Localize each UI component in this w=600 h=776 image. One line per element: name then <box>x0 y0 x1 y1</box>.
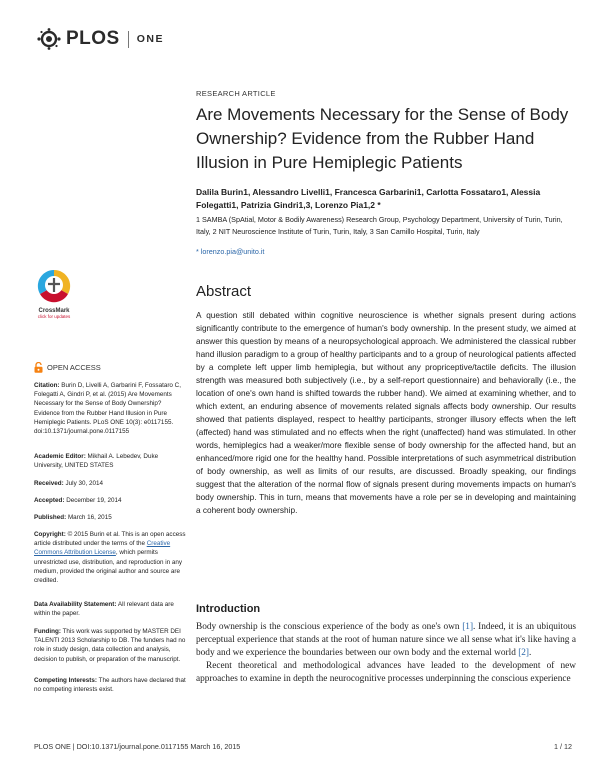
published-block <box>34 513 186 522</box>
logo-journal: ONE <box>136 33 164 45</box>
intro-text-run: Body ownership is the conscious experience of the body as one's own <box>196 622 463 632</box>
editor-text: Mikhail A. Lebedev, Duke University, UNITED STATES <box>34 453 159 470</box>
editor-label: Academic Editor: <box>34 453 86 460</box>
data-availability-text: All relevant data are within the paper. <box>34 601 174 618</box>
intro-paragraph: Recent theoretical and methodological advances have leaded to the development of new approaches to examine in depth the neurocognitive processes underpinning the conscious experience <box>196 661 576 684</box>
accepted-label: Accepted: <box>34 497 65 504</box>
funding-label: Funding: <box>34 628 61 635</box>
citation-ref-2[interactable]: [2] <box>518 648 530 658</box>
citation-label: Citation: <box>34 382 60 389</box>
crossmark-badge[interactable] <box>34 268 74 319</box>
introduction-text <box>196 621 576 686</box>
crossmark-sublabel: click for updates <box>37 314 71 319</box>
footer-citation: PLOS ONE | DOI:10.1371/journal.pone.0117155 March 16, 2015 <box>34 742 241 751</box>
citation-text: Burin D, Livelli A, Garbarini F, Fossataro C, Folegatti A, Gindri P, et al. (2015) Are Movements Necessary for the Sense of Body Ownership? Evidence from the Rubber Hand Illusion in Pure Hemiplegic Patients. PLoS ONE 10(3): e0117155. doi:10.1371/journal.pone.0117155 <box>34 382 181 436</box>
article-type: RESEARCH ARTICLE <box>196 89 276 98</box>
accepted-block <box>34 496 186 505</box>
intro-text-run: . <box>529 648 532 658</box>
funding-block <box>34 627 186 664</box>
crossmark-label: CrossMark <box>38 308 70 314</box>
article-title: Are Movements Necessary for the Sense of Body Ownership? Evidence from the Rubber Hand Illusion in Pure Hemiplegic Patients <box>196 105 569 172</box>
affiliations: 1 SAMBA (SpAtial, Motor & Bodily Awareness) Research Group, Psychology Department, University of Turin, Turin, Italy, 2 NIT Neuroscience Institute of Turin, Turin, Italy, 3 San Camillo Hospital, Turin, Italy <box>196 215 563 236</box>
page-number: 1 / 12 <box>554 742 572 751</box>
data-availability-block <box>34 600 186 618</box>
received-label: Received: <box>34 480 64 487</box>
editor-block <box>34 452 186 470</box>
plos-logo[interactable] <box>36 28 164 50</box>
published-label: Published: <box>34 514 67 521</box>
competing-interests-label: Competing Interests: <box>34 677 97 684</box>
license-link[interactable]: Creative Commons Attribution License <box>34 540 171 557</box>
funding-text: This work was supported by MASTER DEI TALENTI 2013 Scholarship to DB. The funders had no role in study design, data collection and analysis, decision to publish, or preparation of the manuscript. <box>34 628 186 663</box>
open-access-badge <box>34 362 101 373</box>
plos-logo-icon <box>36 28 62 50</box>
abstract-heading: Abstract <box>196 283 252 300</box>
copyright-text-start: © 2015 Burin et al. This is an open access article distributed under the terms of the <box>34 531 186 548</box>
open-lock-icon <box>34 362 43 373</box>
logo-divider <box>128 31 129 48</box>
abstract-text: A question still debated within cognitive neuroscience is whether signals present during actions significantly contribute to the emergence of human's body ownership. In the present study, we aimed at answer this question by means of a neuropsychological approach. We administered the classical rubber hand illusion paradigm to a group of healthy participants and to a group of neurological patients affected by a complete left upper limb hemiplegia, but without any propriceptive/tactile deficits. The illusion strength was measured both subjectively (i.e., by a self-report questionnaire) and behaviorally (i.e., the location of one's own hand is shifted towards the rubber hand). We aimed at examining whether, and to which extent, an enduring absence of movements related signals affects body ownership. Our results showed that patients displayed, respect to healthy participants, stronger illusory effects when the left (affected) hand was stimulated and no effects when the right (unaffected) hand was stimulated. In other words, hemiplegics had a weaker/more flexible sense of body ownership for the affected hand, but an enhanced/more rigid one for the healthy hand. Possible interpretations of such asymmetrical distribution of body ownership, as well as limits of our results, are discussed. Broadly speaking, our findings suggest that the alteration of the normal flow of signals present during movements impacts on human's body ownership. This in turn, means that movements have a role per se in developing and maintaining a coherent body ownership. <box>196 311 576 515</box>
data-availability-label: Data Availability Statement: <box>34 601 117 608</box>
copyright-text-end: , which permits unrestricted use, distribution, and reproduction in any medium, provided the original author and source are credited. <box>34 549 183 585</box>
intro-paragraph <box>196 621 576 660</box>
published-date: March 16, 2015 <box>67 514 112 521</box>
open-access-label: OPEN ACCESS <box>47 363 101 372</box>
citation-block <box>34 381 186 436</box>
received-block <box>34 479 186 488</box>
crossmark-icon <box>34 268 74 304</box>
corresponding-email[interactable]: * lorenzo.pia@unito.it <box>196 247 265 256</box>
copyright-label: Copyright: <box>34 531 66 538</box>
citation-ref-1[interactable]: [1] <box>462 622 474 632</box>
received-date: July 30, 2014 <box>65 480 103 487</box>
competing-interests-text: The authors have declared that no competing interests exist. <box>34 677 186 694</box>
competing-interests-block <box>34 676 186 694</box>
logo-text: PLOS <box>66 28 120 49</box>
intro-text-run: . Indeed, it is an ubiquitous perceptual experience that stands at the root of human nature since we all sense what it's like having a body and we experience the boundaries between our own body and the external world <box>196 622 576 658</box>
copyright-block <box>34 530 186 585</box>
accepted-date: December 19, 2014 <box>66 497 122 504</box>
introduction-heading: Introduction <box>196 603 261 615</box>
author-list: Dalila Burin1, Alessandro Livelli1, Francesca Garbarini1, Carlotta Fossataro1, Alessia Folegatti1, Patrizia Gindri1,3, Lorenzo Pia1,2 * <box>196 187 541 210</box>
